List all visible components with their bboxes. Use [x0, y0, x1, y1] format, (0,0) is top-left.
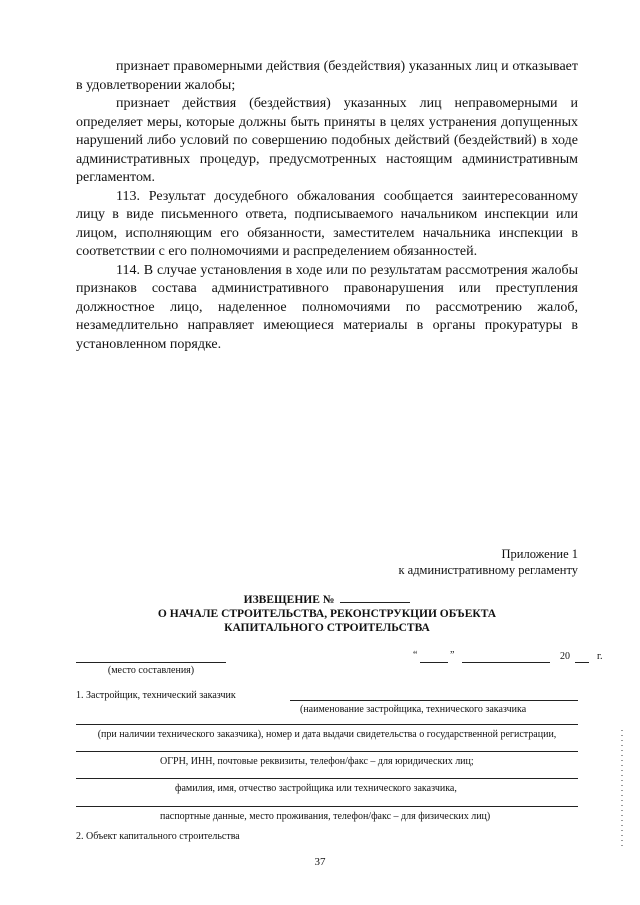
caption-registration: (при наличии технического заказчика), номер и дата выдачи свидетельства о государственной регистрации, [97, 729, 557, 740]
year-prefix: 20 [560, 651, 570, 662]
developer-name-line [290, 700, 578, 701]
caption-fio: фамилия, имя, отчество застройщика или технического заказчика, [175, 783, 457, 794]
form-line-2 [76, 724, 578, 725]
paragraph-113: 113. Результат досудебного обжалования сообщается заинтересованному лицу в виде письменного ответа, подписываемого начальником инспекции или лицом, исполняющим его обязанности, заместителем начальника инспекции в соответствии с его полномочиями и распределением обязанностей. [76, 188, 578, 259]
form-line-5 [76, 806, 578, 807]
item2-label: 2. Объект капитального строительства [76, 831, 240, 842]
appendix-header [360, 546, 578, 578]
paragraph-1: признает правомерными действия (бездействия) указанных лиц и отказывает в удовлетворении жалобы; [76, 59, 578, 93]
day-line [420, 662, 448, 663]
place-line [76, 662, 226, 663]
scan-artifact [621, 730, 623, 850]
caption-passport: паспортные данные, место проживания, телефон/факс – для физических лиц) [160, 811, 491, 822]
paragraph-2: признает действия (бездействия) указанных лиц неправомерными и определяет меры, которые должны быть приняты в целях устранения допущенных нарушений либо условий по совершению подобных действий (бездействий) в ходе административных процедур, предусмотренных настоящим административным регламентом. [76, 96, 578, 185]
page-number: 37 [314, 856, 326, 868]
notice-number-line [340, 592, 410, 603]
form-line-3 [76, 751, 578, 752]
caption-ogrn: ОГРН, ИНН, почтовые реквизиты, телефон/факс – для юридических лиц; [160, 756, 474, 767]
date-close-quote: ” [450, 650, 455, 661]
appendix-subtitle: к административному регламенту [398, 563, 578, 577]
date-open-quote: “ [413, 650, 418, 661]
form-title [76, 592, 578, 635]
caption-developer-name: (наименование застройщика, технического заказчика [300, 704, 527, 715]
form-line-4 [76, 778, 578, 779]
appendix-number: Приложение 1 [501, 547, 578, 561]
regulation-text [76, 58, 578, 354]
place-caption: (место составления) [107, 665, 195, 676]
year-line [575, 662, 589, 663]
notice-number-label: ИЗВЕЩЕНИЕ № [243, 594, 335, 606]
notice-title: О НАЧАЛЕ СТРОИТЕЛЬСТВА, РЕКОНСТРУКЦИИ ОБЪЕКТА КАПИТАЛЬНОГО СТРОИТЕЛЬСТВА [157, 608, 497, 634]
paragraph-114: 114. В случае установления в ходе или по результатам рассмотрения жалобы признаков состава административного правонарушения или преступления должностное лицо, наделенное полномочиями по рассмотрению жалоб, незамедлительно направляет имеющиеся материалы в органы прокуратуры в установленном порядке. [76, 262, 578, 352]
item1-label: 1. Застройщик, технический заказчик [76, 690, 236, 701]
month-line [462, 662, 550, 663]
year-suffix: г. [597, 651, 603, 662]
